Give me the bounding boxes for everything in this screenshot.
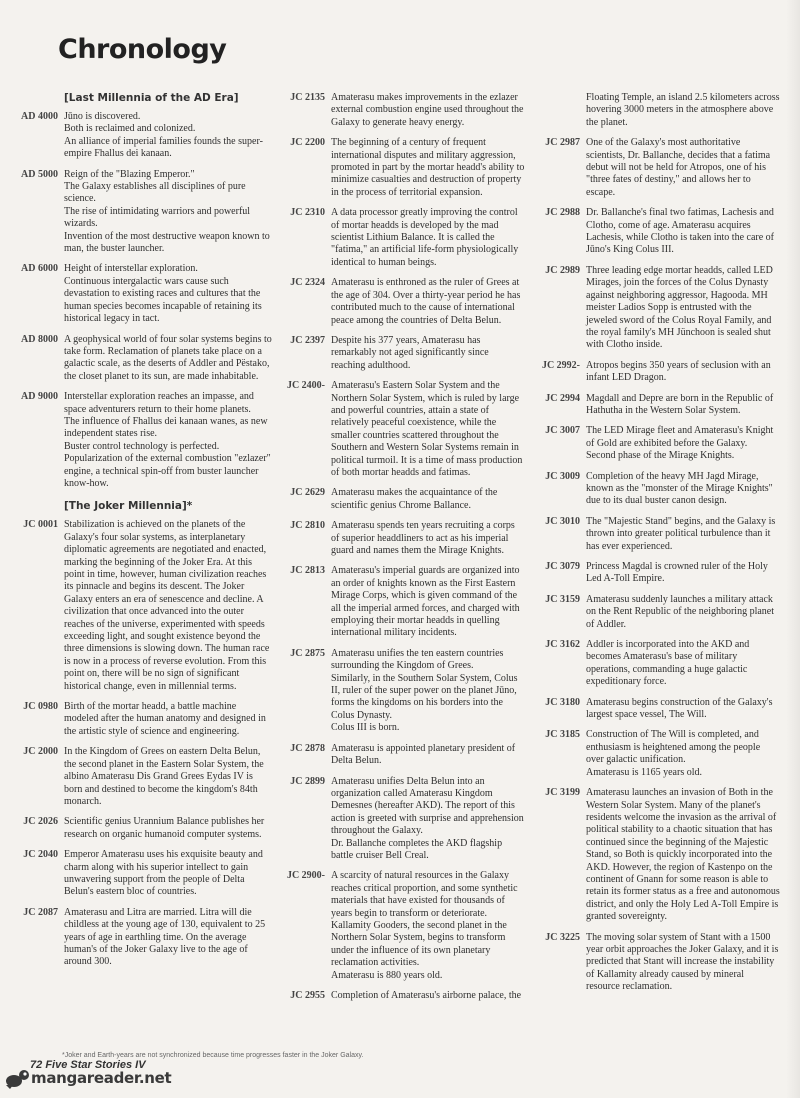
entry-date: JC 2000 (23, 746, 58, 758)
chronology-entry (275, 520, 525, 557)
chronology-entry (530, 932, 780, 994)
entry-date: JC 3010 (545, 515, 580, 527)
entry-text: Amaterasu unifies the ten eastern countries surrounding the Kingdom of Grees. Similarly, in the Southern Solar System, Colus II, ruler of the super power on the planet Jūno, forms the kingdoms on his borders into the Colus Dynasty. Colus III is born. (331, 647, 518, 734)
entry-date: JC 2324 (290, 277, 325, 289)
entry-text: Amaterasu unifies Delta Belun into an organization called Amaterasu Kingdom Demesnes (hereafter AKD). The report of this action is greeted with surprise and apprehension throughout the Galaxy. Dr. Ballanche completes the AKD flagship battle cruiser Bell Creal. (331, 775, 524, 861)
chronology-entry (275, 335, 525, 372)
page-number: 72 (30, 1059, 43, 1071)
entry-date: JC 3199 (545, 787, 580, 799)
watermark (4, 1068, 172, 1090)
entry-text: Height of interstellar exploration. Continuous intergalactic wars cause such devastation to existing races and cultures that the human species becomes incapable of retaining its historical legacy in tact. (64, 263, 262, 325)
chronology-entry (275, 743, 525, 768)
entry-text: The moving solar system of Stant with a 1500 year orbit approaches the Joker Galaxy, and it is predicted that Stant will increase the instability of Kallamity already caused by mineral resource reclamation. (586, 931, 779, 993)
chronology-entry (8, 169, 273, 256)
column-2 (275, 92, 525, 1010)
entry-date: JC 2989 (545, 264, 580, 276)
chronology-entry (8, 816, 273, 841)
entry-date: JC 2400- (286, 380, 325, 392)
entry-date: JC 2629 (290, 487, 325, 499)
entry-date: JC 2135 (290, 92, 325, 103)
chronology-entry (275, 870, 525, 982)
entry-date: JC 3009 (545, 470, 580, 482)
chronology-entry (530, 561, 780, 586)
chronology-entry (530, 207, 780, 257)
entry-text: Emperor Amaterasu uses his exquisite beauty and charm along with his superior intellect to gain unwavering support from the people of Delta Belun's eastern bloc of countries. (64, 849, 263, 898)
entries-column-3 (530, 137, 780, 993)
entry-text: Amaterasu makes improvements in the ezlazer external combustion engine used throughout the Galaxy to generate heavy energy. (331, 92, 524, 128)
chronology-entry (275, 277, 525, 327)
chronology-entry (530, 787, 780, 923)
entry-text: Amaterasu's Eastern Solar System and the Northern Solar System, which is ruled by large and powerful countries, attain a state of relatively peaceful coexistence, while the smaller countries scattered throughout the Southern and Western Solar Systems remain in political turmoil. It is a time of mass production of both mortar headds and fatimas. (331, 380, 523, 478)
section-heading-joker-millennia: [The Joker Millennia]* (64, 500, 193, 513)
chronology-entry (8, 519, 273, 693)
entry-text: Scientific genius Urannium Balance publishes her research on organic humanoid computer systems. (64, 816, 265, 840)
entry-text: One of the Galaxy's most authoritative scientists, Dr. Ballanche, decides that a fatima debut will not be held for Atropos, one of his "three fates of destiny," and allows her to escape. (586, 137, 771, 198)
chronology-entry (8, 263, 273, 325)
entry-text: Addler is incorporated into the AKD and becomes Amaterasu's base of military operations, commanding a huge galactic expeditionary force. (586, 639, 750, 688)
entry-date: JC 2026 (23, 816, 58, 828)
entry-text: Amaterasu makes the acquaintance of the scientific genius Chrome Ballance. (331, 487, 498, 511)
entry-date: JC 3225 (545, 931, 580, 943)
entry-date: AD 9000 (21, 391, 58, 403)
entry-date: JC 2810 (290, 520, 325, 532)
chronology-entry (530, 639, 780, 689)
entry-text: Three leading edge mortar headds, called LED Mirages, join the forces of the Colus Dynasty against neighboring aggressor, Hagooda. MH meister Ladios Sopp is entrusted with the jeweled sword of the Colus Royal Family, and the royal family's MH Jünchoon is sealed shut with Clotho inside. (586, 264, 773, 351)
page-title: Chronology (58, 34, 227, 65)
entry-date: AD 8000 (21, 333, 58, 345)
entry-text: Construction of The Will is completed, and enthusiasm is heightened among the people over galactic unification. Amaterasu is 1165 years old. (586, 729, 761, 778)
entry-text: Amaterasu is enthroned as the ruler of Grees at the age of 304. Over a thirty-year period he has contributed much to the cause of international peace among the countries of Delta Belun. (331, 277, 521, 326)
entry-text: Completion of the heavy MH Jagd Mirage, known as the "monster of the Mirage Knights" due to its dual buster canon design. (586, 470, 773, 507)
entry-date: JC 3159 (545, 593, 580, 605)
entries-joker-millennia (8, 519, 273, 968)
entry-text: Amaterasu and Litra are married. Litra will die childless at the young age of 130, equivalent to 25 years of age in earthling time. On the average human's of the Joker Galaxy live to the age of around 300. (64, 906, 266, 968)
book-title: Five Star Stories IV (45, 1059, 146, 1071)
entry-date: JC 2040 (23, 849, 58, 861)
entry-text: Amaterasu launches an invasion of Both in the Western Solar System. Many of the planet's residents welcome the invasion as the arrival of political stability to a chaotic situation that has continued since the beginning of the Majestic Stand, so Both is quickly incorporated into the AKD. However, the region of Kastenpo on the continent of Gnann for some reason is able to retain its former status as a free and autonomous district, and only the Holy Led A-Toll Empire is granted sovereignty. (586, 787, 780, 923)
chronology-entry (530, 265, 780, 352)
entry-text: Jūno is discovered. Both is reclaimed and colonized. An alliance of imperial families founds the super-empire Fhallus dei kanaan. (64, 111, 263, 160)
chronology-entry (275, 487, 525, 512)
chronology-entry (530, 516, 780, 553)
chronology-entry (8, 746, 273, 808)
column-3 (530, 92, 780, 1002)
entry-date: AD 4000 (21, 111, 58, 122)
entry-text: Magdall and Depre are born in the Republic of Hathutha in the Western Solar System. (586, 392, 774, 416)
chronology-entry (530, 393, 780, 418)
entry-text: Princess Magdal is crowned ruler of the Holy Led A-Toll Empire. (586, 561, 768, 585)
chronology-entry (275, 990, 525, 1002)
entry-date: JC 2992- (541, 359, 580, 371)
chronology-entry (275, 776, 525, 863)
chronology-entry (8, 334, 273, 384)
continued-entry-text: Floating Temple, an island 2.5 kilometers across hovering 3000 meters in the atmosphere above the planet. (586, 92, 780, 128)
entries-column-2 (275, 92, 525, 1002)
entry-date: JC 2310 (290, 207, 325, 219)
entry-date: JC 2955 (290, 990, 325, 1001)
entry-text: Amaterasu spends ten years recruiting a corps of superior headdliners to act as his imperial guard and names them the Mirage Knights. (331, 520, 515, 556)
entry-date: JC 2988 (545, 207, 580, 219)
chronology-entry (275, 137, 525, 199)
watermark-text: mangareader.net (31, 1069, 172, 1087)
entry-date: JC 2878 (290, 742, 325, 754)
chronology-entry (8, 111, 273, 161)
entry-text: Despite his 377 years, Amaterasu has remarkably not aged significantly since reaching adulthood. (331, 334, 489, 371)
entry-date: JC 2899 (290, 775, 325, 787)
section-heading-ad-era: [Last Millennia of the AD Era] (64, 92, 239, 104)
chronology-entry (275, 207, 525, 269)
chronology-entry (275, 380, 525, 479)
chronology-entry (530, 425, 780, 462)
chronology-entry (530, 594, 780, 631)
entry-text: The LED Mirage fleet and Amaterasu's Knight of Gold are exhibited before the Galaxy. Second phase of the Mirage Knights. (586, 425, 774, 462)
chronology-entry (8, 391, 273, 490)
entry-date: JC 2994 (545, 392, 580, 404)
entry-date: JC 2900- (286, 870, 325, 882)
column-1 (8, 92, 273, 977)
chronology-entry (530, 137, 780, 199)
entry-text: Amaterasu begins construction of the Galaxy's largest space vessel, The Will. (586, 696, 773, 721)
entry-date: JC 2200 (290, 137, 325, 149)
chronology-entry (530, 697, 780, 722)
entry-date: AD 5000 (21, 168, 58, 180)
entry-date: JC 3180 (545, 696, 580, 708)
entry-text: Completion of Amaterasu's airborne palace, the (331, 990, 522, 1001)
entry-date: JC 0980 (23, 701, 58, 713)
entry-date: JC 2987 (545, 137, 580, 149)
entry-date: JC 3162 (545, 639, 580, 651)
entry-date: AD 6000 (21, 263, 58, 275)
chronology-entry (8, 907, 273, 969)
entry-text: Dr. Ballanche's final two fatimas, Lachesis and Clotho, come of age. Amaterasu acquires Lachesis, while Clotho is taken into the care of Jūno's King Colus III. (586, 207, 775, 256)
footnote: *Joker and Earth-years are not synchronized because time progresses faster in the Joker Galaxy. (62, 1052, 364, 1059)
entry-date: JC 2087 (23, 906, 58, 918)
entry-text: Birth of the mortar headd, a battle machine modeled after the human anatomy and designed in the artistic style of science and engineering. (64, 701, 266, 737)
entries-ad-era (8, 111, 273, 490)
chronology-entry (530, 471, 780, 508)
entry-text: Atropos begins 350 years of seclusion with an infant LED Dragon. (586, 359, 771, 384)
entry-date: JC 3007 (545, 425, 580, 437)
entry-date: JC 3185 (545, 729, 580, 741)
chronology-entry (530, 360, 780, 385)
chronology-entry (275, 565, 525, 639)
entry-text: A scarcity of natural resources in the Galaxy reaches critical proportion, and some synthetic materials that have existed for thousands of years begin to transform or deteriorate. Kallamity Gooders, the second planet in the Northern Solar System, begins to transform under the influence of its own planetary reclamation activities. Amaterasu is 880 years old. (331, 870, 518, 981)
entry-text: Amaterasu is appointed planetary president of Delta Belun. (331, 742, 516, 767)
entry-date: JC 3079 (545, 561, 580, 572)
entry-text: The beginning of a century of frequent international disputes and military aggression, promoted in part by the mortar headd's ability to minimize casualties and destruction of property in the process of territorial expansion. (331, 137, 525, 198)
entry-date: JC 2397 (290, 334, 325, 346)
entry-text: Interstellar exploration reaches an impasse, and space adventurers return to their home planets. The influence of Fhallus dei kanaan wanes, as new independent states rise. Buster control technology is perfected. Popularization of the external combustion "ezlazer" engine, a technical spin-off from buster launcher know-how. (64, 391, 271, 489)
chronology-entry (275, 92, 525, 129)
entry-text: The "Majestic Stand" begins, and the Galaxy is thrown into greater political turbulence than it has ever experienced. (586, 515, 776, 552)
chronology-entry (275, 648, 525, 735)
entry-text: Reign of the "Blazing Emperor." The Galaxy establishes all disciplines of pure science. The rise of intimidating warriors and powerful wizards. Invention of the most destructive weapon known to man, the buster launcher. (64, 168, 270, 255)
entry-text: A geophysical world of four solar systems begins to take form. Reclamation of planets take place on a galactic scale, as the deserts of Addler and Pëstako, the closet planet to its sun, are made inhabitable. (64, 333, 272, 382)
entry-text: Amaterasu suddenly launches a military attack on the Rent Republic of the neighboring planet of Addler. (586, 593, 775, 630)
entry-date: JC 2875 (290, 647, 325, 659)
entry-date: JC 0001 (23, 519, 58, 531)
page-edge (786, 0, 800, 1098)
chronology-entry (8, 849, 273, 899)
entry-text: Stabilization is achieved on the planets of the Galaxy's four solar systems, as interplanetary diplomatic agreements are negotiated and enacted, marking the beginning of the Joker Era. At this point in time, however, human civilization reaches its pinnacle and begins its descent. The Joker Galaxy enters an era of senescence and decline. A civilization that once advanced into the outer reaches of the universe, experimented with speeds exceeding light, and sought existence beyond the three dimensions is slowing down. The human race is now in a process of reverse evolution. From this point on, there will be no sign of significant historical change, even in millennial terms. (64, 519, 270, 692)
entry-text: In the Kingdom of Grees on eastern Delta Belun, the second planet in the Eastern Solar System, the albino Amaterasu Dis Grand Grees Eydas IV is born and destined to become the kingdom's 84th monarch. (64, 746, 264, 807)
entry-text: Amaterasu's imperial guards are organized into an order of knights known as the First Eastern Mirage Corps, which is given command of the all the imperial armed forces, and charged with employing their mortar headds in quelling international military incidents. (331, 565, 520, 639)
watermark-logo-icon (4, 1068, 32, 1090)
chronology-entry (8, 701, 273, 738)
entry-date: JC 2813 (290, 565, 325, 577)
entry-text: A data processor greatly improving the control of mortar headds is developed by the mad scientist Lithium Balance. It is called the "fatima," an artificial life-form physiologically identical to human beings. (331, 207, 519, 268)
chronology-entry (530, 729, 780, 779)
